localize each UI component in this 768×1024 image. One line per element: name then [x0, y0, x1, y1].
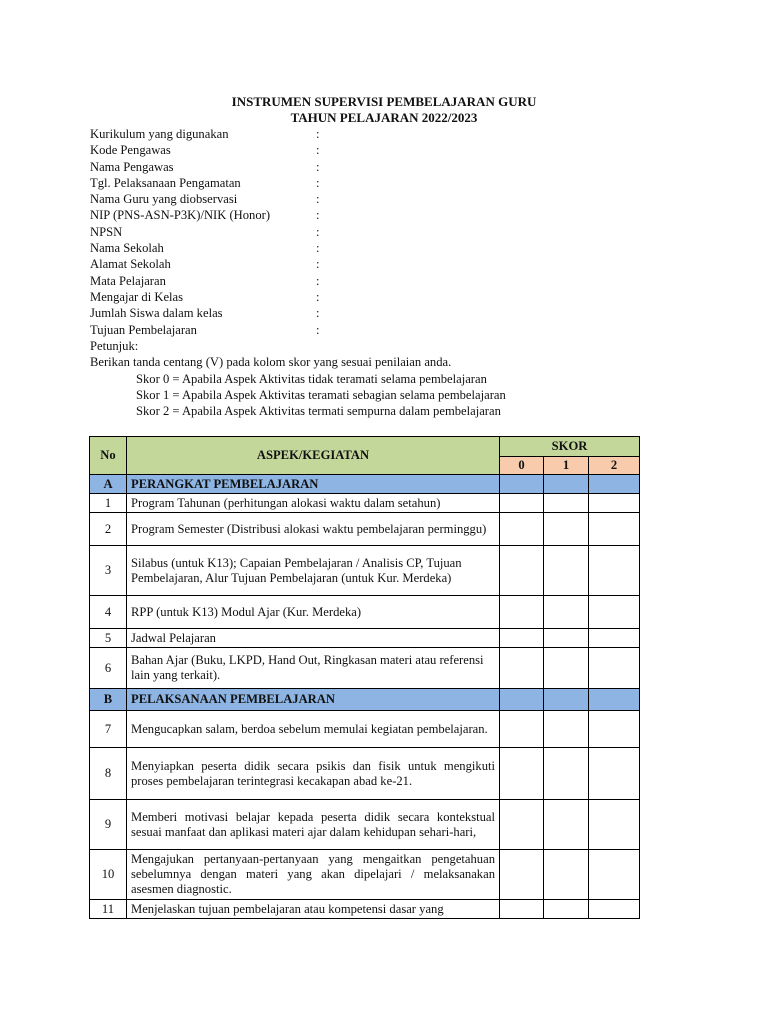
row-number: 4	[90, 596, 127, 629]
score-cell[interactable]	[544, 748, 589, 800]
table-row	[90, 629, 640, 648]
score-cell[interactable]	[544, 513, 589, 546]
score-cell[interactable]	[500, 748, 544, 800]
field-label: Mata Pelajaran	[90, 273, 166, 288]
field-colon: :	[316, 306, 320, 321]
row-aspek: Menjelaskan tujuan pembelajaran atau kompetensi dasar yang	[127, 900, 500, 919]
row-number: 1	[90, 494, 127, 513]
row-aspek: Mengucapkan salam, berdoa sebelum memulai kegiatan pembelajaran.	[127, 711, 500, 748]
score-cell[interactable]	[500, 546, 544, 596]
table-row	[90, 648, 640, 689]
score-cell[interactable]	[589, 850, 640, 900]
table-row	[90, 546, 640, 596]
row-number: 3	[90, 546, 127, 596]
score-cell[interactable]	[500, 648, 544, 689]
score-cell[interactable]	[589, 513, 640, 546]
score-cell[interactable]	[500, 850, 544, 900]
score-cell[interactable]	[544, 596, 589, 629]
header-skor: SKOR	[500, 437, 640, 457]
instructions	[90, 338, 506, 419]
field-row	[90, 305, 490, 321]
score-cell[interactable]	[544, 494, 589, 513]
row-aspek: Menyiapkan peserta didik secara psikis dan fisik untuk mengikuti proses pembelajaran terintegrasi kecakapan abad ke-21.	[127, 748, 500, 800]
score-cell[interactable]	[500, 596, 544, 629]
field-row	[90, 142, 490, 158]
header-skor-0: 0	[500, 457, 544, 475]
field-label: Tgl. Pelaksanaan Pengamatan	[90, 175, 241, 190]
field-row	[90, 159, 490, 175]
score-cell[interactable]	[589, 800, 640, 850]
field-label: Kode Pengawas	[90, 143, 171, 158]
table-row	[90, 513, 640, 546]
score-cell[interactable]	[589, 689, 640, 711]
section-title: PELAKSANAAN PEMBELAJARAN	[127, 689, 500, 711]
field-label: Mengajar di Kelas	[90, 289, 184, 304]
score-cell[interactable]	[500, 711, 544, 748]
row-number: 6	[90, 648, 127, 689]
header-skor-2: 2	[589, 457, 640, 475]
score-cell[interactable]	[589, 900, 640, 919]
score-cell[interactable]	[500, 475, 544, 494]
instructions-text: Berikan tanda centang (V) pada kolom skor yang sesuai penilaian anda.	[90, 355, 452, 370]
field-label: Alamat Sekolah	[90, 257, 171, 272]
field-label: NIP (PNS-ASN-P3K)/NIK (Honor)	[90, 208, 271, 223]
score-legend-0: Skor 0 = Apabila Aspek Aktivitas tidak teramati selama pembelajaran	[136, 371, 487, 386]
score-cell[interactable]	[589, 711, 640, 748]
score-cell[interactable]	[589, 648, 640, 689]
field-row	[90, 273, 490, 289]
score-legend-2: Skor 2 = Apabila Aspek Aktivitas termati sempurna dalam pembelajaran	[136, 404, 501, 419]
field-label: NPSN	[90, 224, 123, 239]
row-aspek: Bahan Ajar (Buku, LKPD, Hand Out, Ringkasan materi atau referensi lain yang terkait).	[127, 648, 500, 689]
field-row	[90, 207, 490, 223]
row-aspek: RPP (untuk K13) Modul Ajar (Kur. Merdeka)	[127, 596, 500, 629]
score-cell[interactable]	[589, 748, 640, 800]
field-label: Nama Guru yang diobservasi	[90, 192, 238, 207]
table-row	[90, 596, 640, 629]
field-row	[90, 175, 490, 191]
score-cell[interactable]	[500, 629, 544, 648]
row-number: 8	[90, 748, 127, 800]
field-colon: :	[316, 192, 320, 207]
supervision-table	[89, 436, 640, 919]
row-aspek: Memberi motivasi belajar kepada peserta didik secara kontekstual sesuai manfaat dan aplikasi materi ajar dalam kehidupan sehari-hari,	[127, 800, 500, 850]
section-b-row	[90, 689, 640, 711]
instructions-heading: Petunjuk:	[90, 339, 139, 353]
document-title: INSTRUMEN SUPERVISI PEMBELAJARAN GURU	[231, 94, 537, 109]
table-row	[90, 800, 640, 850]
score-cell[interactable]	[544, 629, 589, 648]
table-row	[90, 711, 640, 748]
score-cell[interactable]	[544, 850, 589, 900]
section-code: B	[90, 689, 127, 711]
field-row	[90, 240, 490, 256]
score-cell[interactable]	[544, 900, 589, 919]
field-row	[90, 289, 490, 305]
field-row	[90, 322, 490, 338]
row-number: 10	[90, 850, 127, 900]
row-aspek: Silabus (untuk K13); Capaian Pembelajaran / Analisis CP, Tujuan Pembelajaran, Alur Tujuan Pembelajaran (untuk Kur. Merdeka)	[127, 546, 500, 596]
row-aspek: Program Semester (Distribusi alokasi waktu pembelajaran perminggu)	[127, 513, 500, 546]
score-cell[interactable]	[544, 475, 589, 494]
field-row	[90, 126, 490, 142]
field-colon: :	[316, 143, 320, 158]
section-a-row	[90, 475, 640, 494]
score-cell[interactable]	[589, 475, 640, 494]
row-aspek: Jadwal Pelajaran	[127, 629, 500, 648]
row-aspek: Program Tahunan (perhitungan alokasi waktu dalam setahun)	[127, 494, 500, 513]
score-cell[interactable]	[544, 648, 589, 689]
table-row	[90, 748, 640, 800]
field-colon: :	[316, 241, 320, 256]
field-colon: :	[316, 208, 320, 223]
score-cell[interactable]	[544, 800, 589, 850]
table-row	[90, 900, 640, 919]
row-number: 5	[90, 629, 127, 648]
section-code: A	[90, 475, 127, 494]
score-cell[interactable]	[589, 494, 640, 513]
field-label: Nama Pengawas	[90, 159, 174, 174]
score-cell[interactable]	[589, 629, 640, 648]
field-colon: :	[316, 127, 320, 141]
field-row	[90, 191, 490, 207]
header-aspek: ASPEK/KEGIATAN	[127, 437, 500, 475]
section-title: PERANGKAT PEMBELAJARAN	[127, 475, 500, 494]
score-legend-1: Skor 1 = Apabila Aspek Aktivitas teramati sebagian selama pembelajaran	[136, 387, 506, 402]
field-colon: :	[316, 159, 320, 174]
field-label: Nama Sekolah	[90, 241, 164, 256]
field-colon: :	[316, 289, 320, 304]
field-colon: :	[316, 224, 320, 239]
identity-fields	[90, 126, 490, 338]
field-label: Tujuan Pembelajaran	[90, 322, 197, 337]
row-number: 2	[90, 513, 127, 546]
row-number: 9	[90, 800, 127, 850]
field-colon: :	[316, 273, 320, 288]
document-subtitle: TAHUN PELAJARAN 2022/2023	[290, 110, 478, 125]
score-cell[interactable]	[589, 596, 640, 629]
field-colon: :	[316, 257, 320, 272]
row-number: 11	[90, 900, 127, 919]
field-colon: :	[316, 322, 320, 337]
field-label: Kurikulum yang digunakan	[90, 127, 229, 141]
score-cell[interactable]	[500, 800, 544, 850]
field-colon: :	[316, 175, 320, 190]
field-row	[90, 224, 490, 240]
field-label: Jumlah Siswa dalam kelas	[90, 306, 223, 321]
header-skor-1: 1	[544, 457, 589, 475]
score-cell[interactable]	[589, 546, 640, 596]
table-row	[90, 494, 640, 513]
score-cell[interactable]	[544, 546, 589, 596]
score-cell[interactable]	[500, 494, 544, 513]
score-cell[interactable]	[500, 513, 544, 546]
row-number: 7	[90, 711, 127, 748]
score-cell[interactable]	[500, 689, 544, 711]
field-row	[90, 256, 490, 272]
table-row	[90, 850, 640, 900]
score-cell[interactable]	[544, 711, 589, 748]
score-cell[interactable]	[500, 900, 544, 919]
header-no: No	[90, 437, 127, 475]
row-aspek: Mengajukan pertanyaan-pertanyaan yang mengaitkan pengetahuan sebelumnya dengan materi yang akan dipelajari / melaksanakan asesmen diagnostic.	[127, 850, 500, 900]
score-cell[interactable]	[544, 689, 589, 711]
